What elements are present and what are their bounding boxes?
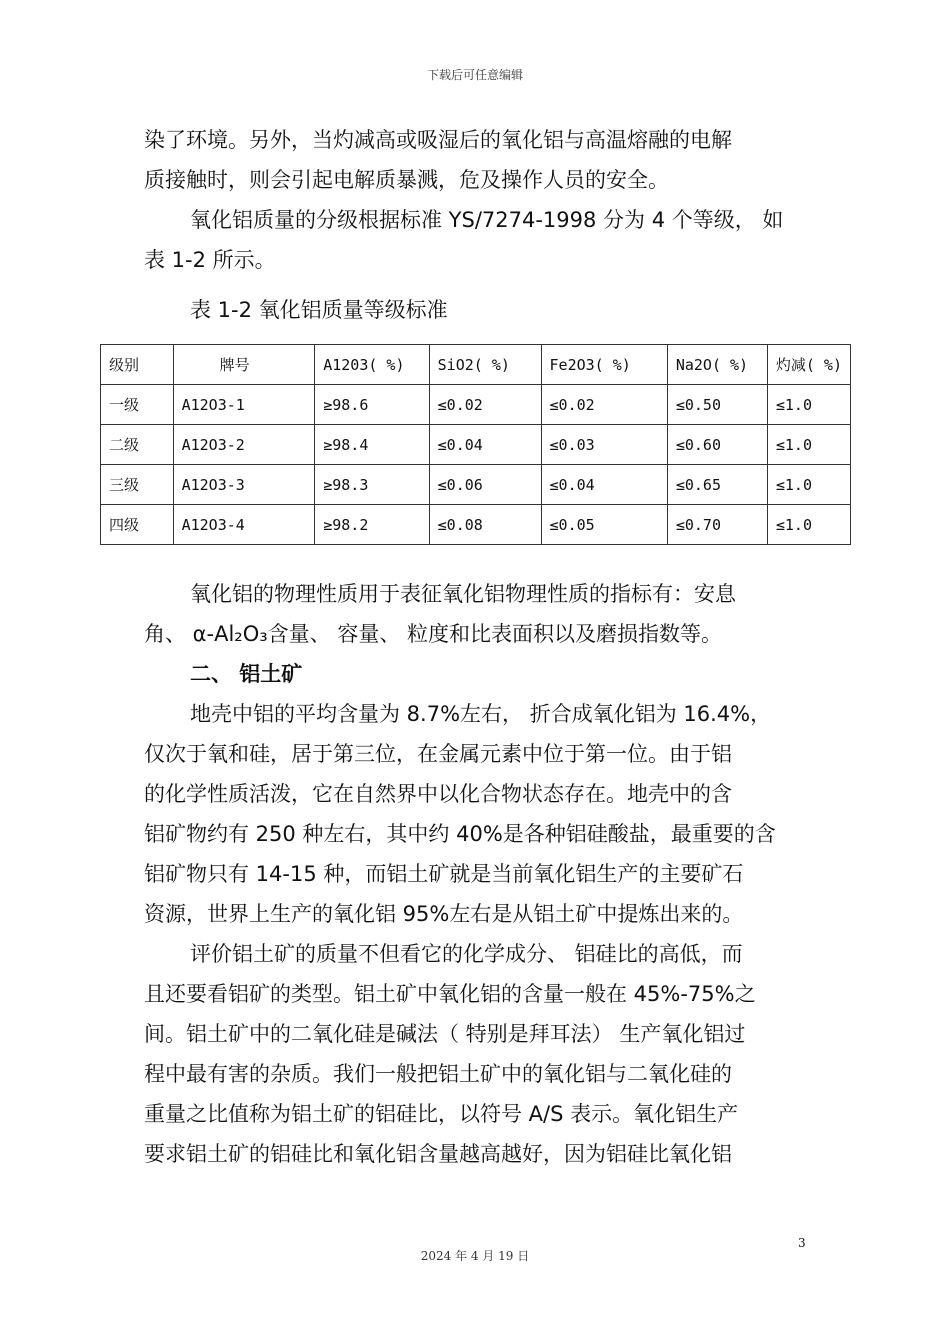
table-cell: A12O3-3 (173, 465, 315, 505)
table-header-row (101, 345, 851, 385)
table-cell: ≤1.0 (767, 505, 850, 545)
text-line: 染了环境。另外，当灼减高或吸湿后的氧化铝与高温熔融的电解 (144, 128, 732, 152)
section-heading: 二、 铝土矿 (190, 662, 303, 686)
table-cell: ≤0.70 (667, 505, 767, 545)
table-header-cell: 牌号 (173, 345, 315, 385)
table-cell: 二级 (101, 425, 174, 465)
table-header-cell: Na2O( %) (667, 345, 767, 385)
table-cell: A12O3-1 (173, 385, 315, 425)
table-cell: ≤0.04 (429, 425, 541, 465)
text-line: 的化学性质活泼，它在自然界中以化合物状态存在。地壳中的含 (144, 782, 732, 806)
table-header-cell: 灼减( %) (767, 345, 850, 385)
table-cell: ≥98.2 (315, 505, 429, 545)
table-row (101, 505, 851, 545)
table-header-cell: Fe2O3( %) (541, 345, 667, 385)
table-cell: ≥98.4 (315, 425, 429, 465)
text-line: 评价铝土矿的质量不但看它的化学成分、 铝硅比的高低，而 (190, 942, 743, 966)
table-cell: 一级 (101, 385, 174, 425)
page-footer-date: 2024 年 4 月 19 日 (420, 1249, 530, 1263)
table-cell: ≤1.0 (767, 465, 850, 505)
table-header-cell: A1203( %) (315, 345, 429, 385)
table-cell: A12O3-4 (173, 505, 315, 545)
text-line: 表 1-2 所示。 (144, 248, 276, 272)
table-cell: ≤0.05 (541, 505, 667, 545)
table-caption: 表 1-2 氧化铝质量等级标准 (190, 298, 448, 322)
table-cell: ≤0.04 (541, 465, 667, 505)
table-header-cell: SiO2( %) (429, 345, 541, 385)
page-header: 下载后可任意编辑 (426, 68, 523, 82)
table-cell: ≤0.03 (541, 425, 667, 465)
body-text (144, 574, 808, 1174)
table-row (101, 385, 851, 425)
text-line: 要求铝土矿的铝硅比和氧化铝含量越高越好，因为铝硅比氧化铝 (144, 1142, 732, 1166)
intro-paragraph (144, 120, 808, 280)
table-cell: ≤0.06 (429, 465, 541, 505)
table-cell: ≤1.0 (767, 385, 850, 425)
table-cell: ≤0.02 (429, 385, 541, 425)
table-cell: ≤0.65 (667, 465, 767, 505)
text-line: 氧化铝质量的分级根据标准 YS/7274-1998 分为 4 个等级， 如 (190, 208, 784, 232)
table-cell: ≤0.08 (429, 505, 541, 545)
text-line: 铝矿物约有 250 种左右，其中约 40%是各种铝硅酸盐，最重要的含 (144, 822, 776, 846)
table-cell: ≥98.6 (315, 385, 429, 425)
text-line: 仅次于氧和硅，居于第三位，在金属元素中位于第一位。由于铝 (144, 742, 732, 766)
text-line: 质接触时，则会引起电解质暴溅，危及操作人员的安全。 (144, 168, 669, 192)
table-cell: 四级 (101, 505, 174, 545)
table-cell: A12O3-2 (173, 425, 315, 465)
table-row (101, 465, 851, 505)
table-cell: ≤0.50 (667, 385, 767, 425)
table-header-cell: 级别 (101, 345, 174, 385)
text-line: 氧化铝的物理性质用于表征氧化铝物理性质的指标有：安息 (190, 582, 736, 606)
text-line: 程中最有害的杂质。我们一般把铝土矿中的氧化铝与二氧化硅的 (144, 1062, 732, 1086)
text-line: 且还要看铝矿的类型。铝土矿中氧化铝的含量一般在 45%-75%之 (144, 982, 756, 1006)
text-line: 重量之比值称为铝土矿的铝硅比，以符号 A/S 表示。氧化铝生产 (144, 1102, 739, 1126)
text-line: 铝矿物只有 14-15 种，而铝土矿就是当前氧化铝生产的主要矿石 (144, 862, 744, 886)
table-cell: 三级 (101, 465, 174, 505)
table-row (101, 425, 851, 465)
page-number: 3 (798, 1236, 806, 1250)
quality-grade-table (100, 344, 851, 545)
text-line: 间。铝土矿中的二氧化硅是碱法（ 特别是拜耳法） 生产氧化铝过 (144, 1022, 746, 1046)
text-line: 角、 α-Al₂O₃含量、 容量、 粒度和比表面积以及磨损指数等。 (144, 622, 723, 646)
text-line: 地壳中铝的平均含量为 8.7%左右， 折合成氧化铝为 16.4%， (190, 702, 772, 726)
table-cell: ≥98.3 (315, 465, 429, 505)
text-line: 资源，世界上生产的氧化铝 95%左右是从铝土矿中提炼出来的。 (144, 902, 744, 926)
table-cell: ≤0.02 (541, 385, 667, 425)
table-cell: ≤0.60 (667, 425, 767, 465)
table-cell: ≤1.0 (767, 425, 850, 465)
